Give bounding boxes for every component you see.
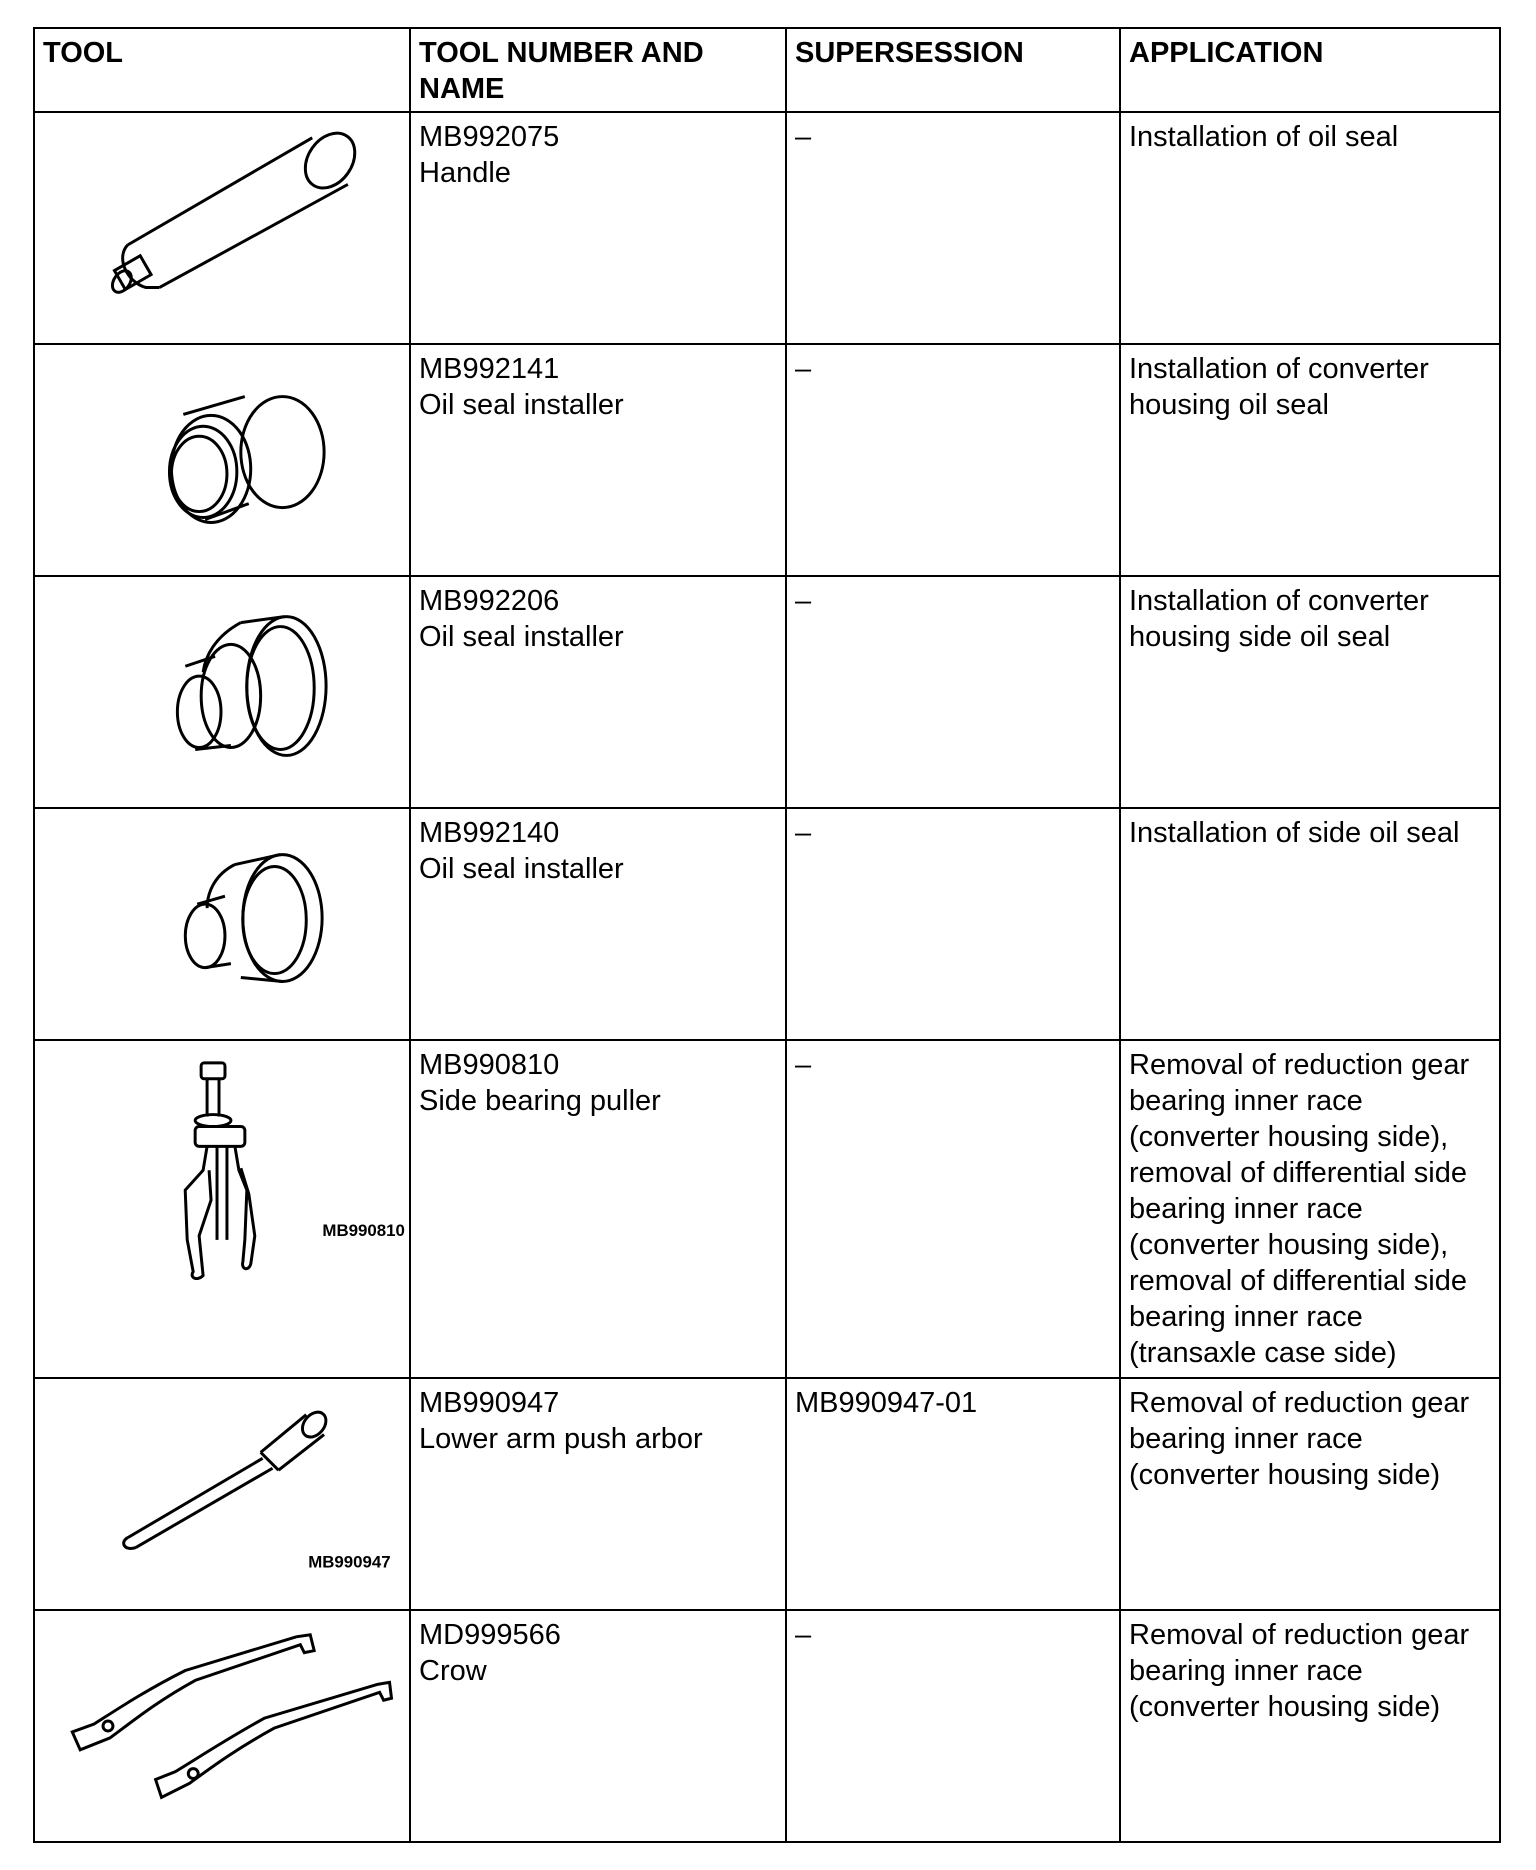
header-supersession: SUPERSESSION (786, 28, 1120, 112)
tool-number: MB992206 (419, 585, 560, 617)
application-line: Installation of converter (1129, 585, 1429, 617)
tool-image-cell (34, 112, 410, 344)
application-line: Installation of oil seal (1129, 121, 1399, 153)
tool-number-name-cell (410, 1378, 786, 1610)
application-line: (converter housing side), (1129, 1229, 1449, 1261)
oil-seal-installer-stepped-icon (35, 577, 407, 807)
table-row (34, 112, 1500, 344)
tool-number: MB990947 (419, 1387, 560, 1419)
header-tool-number-and-name: TOOL NUMBER AND NAME (410, 28, 786, 112)
tool-image-cell (34, 1378, 410, 1610)
oil-seal-installer-icon (35, 345, 407, 575)
supersession-cell: – (786, 112, 1120, 344)
tool-image-cell (34, 576, 410, 808)
application-line: Installation of converter (1129, 353, 1429, 385)
application-cell (1120, 1378, 1500, 1610)
table-row (34, 576, 1500, 808)
tool-number-name-cell (410, 1040, 786, 1378)
supersession-cell: – (786, 1040, 1120, 1378)
handle-icon (35, 113, 407, 343)
application-line: Removal of reduction gear (1129, 1049, 1470, 1081)
supersession-cell: – (786, 344, 1120, 576)
application-line: housing oil seal (1129, 389, 1329, 421)
image-label: MB990810 (322, 1220, 405, 1240)
tool-image-cell (34, 1610, 410, 1842)
application-line: Removal of reduction gear (1129, 1619, 1470, 1651)
header-application: APPLICATION (1120, 28, 1500, 112)
application-line: (converter housing side), (1129, 1121, 1449, 1153)
application-line: Removal of reduction gear (1129, 1387, 1470, 1419)
application-cell (1120, 1610, 1500, 1842)
application-line: (converter housing side) (1129, 1459, 1441, 1491)
tool-name: Handle (419, 157, 511, 189)
application-cell (1120, 808, 1500, 1040)
application-cell (1120, 344, 1500, 576)
table-row (34, 1040, 1500, 1378)
push-arbor-icon (35, 1379, 407, 1609)
supersession-cell: – (786, 808, 1120, 1040)
application-cell (1120, 112, 1500, 344)
tool-number: MB992141 (419, 353, 560, 385)
application-line: removal of differential side (1129, 1157, 1467, 1189)
application-line: bearing inner race (1129, 1085, 1363, 1117)
tool-number: MB992140 (419, 817, 560, 849)
supersession-cell: – (786, 1610, 1120, 1842)
special-tools-table (33, 27, 1501, 1843)
image-label: MB990947 (308, 1552, 391, 1572)
table-row (34, 1378, 1500, 1610)
header-tool: TOOL (34, 28, 410, 112)
tool-number: MB990810 (419, 1049, 560, 1081)
supersession-cell: MB990947-01 (786, 1378, 1120, 1610)
tool-name: Oil seal installer (419, 389, 624, 421)
header-row (34, 28, 1500, 112)
application-line: bearing inner race (1129, 1193, 1363, 1225)
tool-number-name-cell (410, 1610, 786, 1842)
application-line: bearing inner race (1129, 1301, 1363, 1333)
application-line: Installation of side oil seal (1129, 817, 1460, 849)
application-line: (transaxle case side) (1129, 1337, 1397, 1369)
tool-image-cell (34, 1040, 410, 1378)
application-line: housing side oil seal (1129, 621, 1391, 653)
crow-icon (35, 1611, 407, 1841)
oil-seal-installer-small-icon (35, 809, 407, 1039)
tool-name: Lower arm push arbor (419, 1423, 703, 1455)
application-line: bearing inner race (1129, 1655, 1363, 1687)
supersession-cell: – (786, 576, 1120, 808)
tool-name: Oil seal installer (419, 853, 624, 885)
tool-number-name-cell (410, 112, 786, 344)
tool-number: MB992075 (419, 121, 560, 153)
application-cell (1120, 1040, 1500, 1378)
side-bearing-puller-icon (35, 1041, 407, 1377)
tool-number: MD999566 (419, 1619, 561, 1651)
application-cell (1120, 576, 1500, 808)
tool-number-name-cell (410, 808, 786, 1040)
tool-name: Side bearing puller (419, 1085, 661, 1117)
table-row (34, 1610, 1500, 1842)
tool-number-name-cell (410, 576, 786, 808)
tool-image-cell (34, 808, 410, 1040)
application-line: (converter housing side) (1129, 1691, 1441, 1723)
tool-number-name-cell (410, 344, 786, 576)
table-row (34, 344, 1500, 576)
tool-image-cell (34, 344, 410, 576)
tool-name: Oil seal installer (419, 621, 624, 653)
application-line: bearing inner race (1129, 1423, 1363, 1455)
application-line: removal of differential side (1129, 1265, 1467, 1297)
table-row (34, 808, 1500, 1040)
tool-name: Crow (419, 1655, 487, 1687)
